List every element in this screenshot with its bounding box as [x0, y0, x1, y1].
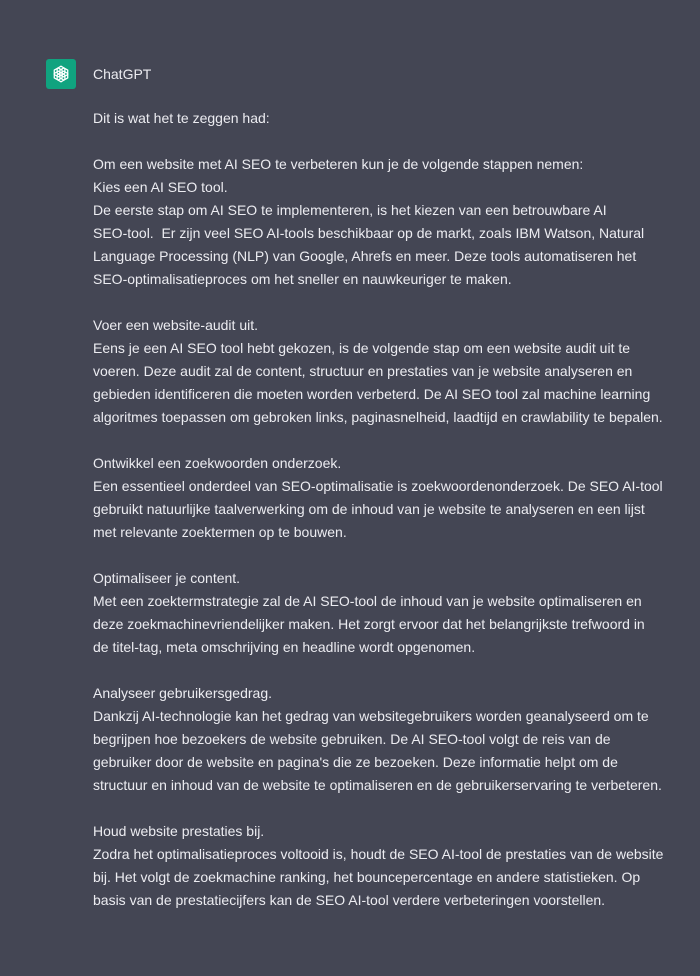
message-line: Language Processing (NLP) van Google, Ahrefs en meer. Deze tools automatiseren het [93, 248, 637, 264]
message-line: Zodra het optimalisatieproces voltooid is, houdt de SEO AI-tool de prestaties van de website [93, 846, 664, 862]
message-line: Dankzij AI-technologie kan het gedrag van websitegebruikers worden geanalyseerd om te [93, 708, 649, 724]
assistant-avatar [46, 59, 76, 89]
sender-name: ChatGPT [93, 66, 152, 82]
message-line [93, 130, 673, 153]
message-line [93, 659, 673, 682]
message-line: basis van de prestatiecijfers kan de SEO AI-tool verdere verbeteringen voorstellen. [93, 892, 606, 908]
message-line: Voer een website-audit uit. [93, 317, 258, 333]
message-line [93, 291, 673, 314]
message-line: met relevante zoektermen op te bouwen. [93, 524, 347, 540]
message-line: deze zoekmachinevriendelijker maken. Het zorgt ervoor dat het belangrijkste trefwoord in [93, 616, 645, 632]
message-line [93, 544, 673, 567]
message-body [93, 107, 673, 912]
message-line: Om een website met AI SEO te verbeteren kun je de volgende stappen nemen: [93, 156, 584, 172]
message-line: De eerste stap om AI SEO te implementeren, is het kiezen van een betrouwbare AI [93, 202, 607, 218]
message-line: algoritmes toepassen om gebroken links, paginasnelheid, laadtijd en crawlability te bepalen. [93, 409, 663, 425]
message-line: gebruiker door de website en pagina's die ze bezoeken. Deze informatie helpt om de [93, 754, 618, 770]
message-line: bij. Het volgt de zoekmachine ranking, het bouncepercentage en andere statistieken. Op [93, 869, 641, 885]
message-line: Ontwikkel een zoekwoorden onderzoek. [93, 455, 342, 471]
message-line: Houd website prestaties bij. [93, 823, 265, 839]
message-line: de titel-tag, meta omschrijving en headline wordt opgenomen. [93, 639, 476, 655]
message-line [93, 797, 673, 820]
message-line: SEO-tool. Er zijn veel SEO AI-tools beschikbaar op de markt, zoals IBM Watson, Natural [93, 225, 645, 241]
message-line: Optimaliseer je content. [93, 570, 241, 586]
message-line: Dit is wat het te zeggen had: [93, 110, 270, 126]
message-line: voeren. Deze audit zal de content, structuur en prestaties van je website analyseren en [93, 363, 633, 379]
message-line: Een essentieel onderdeel van SEO-optimalisatie is zoekwoordenonderzoek. De SEO AI-tool [93, 478, 663, 494]
openai-logo-icon [50, 63, 72, 85]
message-line: gebieden identificeren die moeten worden verbeterd. De AI SEO tool zal machine learning [93, 386, 651, 402]
message-line: Kies een AI SEO tool. [93, 179, 228, 195]
message-line: gebruikt natuurlijke taalverwerking om de inhoud van je website te analyseren en een lijst [93, 501, 645, 517]
message-line: structuur en inhoud van de website te optimaliseren en de gebruikerservaring te verbeteren. [93, 777, 662, 793]
message-line: Analyseer gebruikersgedrag. [93, 685, 272, 701]
message-line: SEO-optimalisatieproces om het sneller en nauwkeuriger te maken. [93, 271, 512, 287]
message-line [93, 429, 673, 452]
message-line: begrijpen hoe bezoekers de website gebruiken. De AI SEO-tool volgt de reis van de [93, 731, 611, 747]
message-line: Eens je een AI SEO tool hebt gekozen, is de volgende stap om een website audit uit te [93, 340, 631, 356]
message-line: Met een zoektermstrategie zal de AI SEO-tool de inhoud van je website optimaliseren en [93, 593, 642, 609]
